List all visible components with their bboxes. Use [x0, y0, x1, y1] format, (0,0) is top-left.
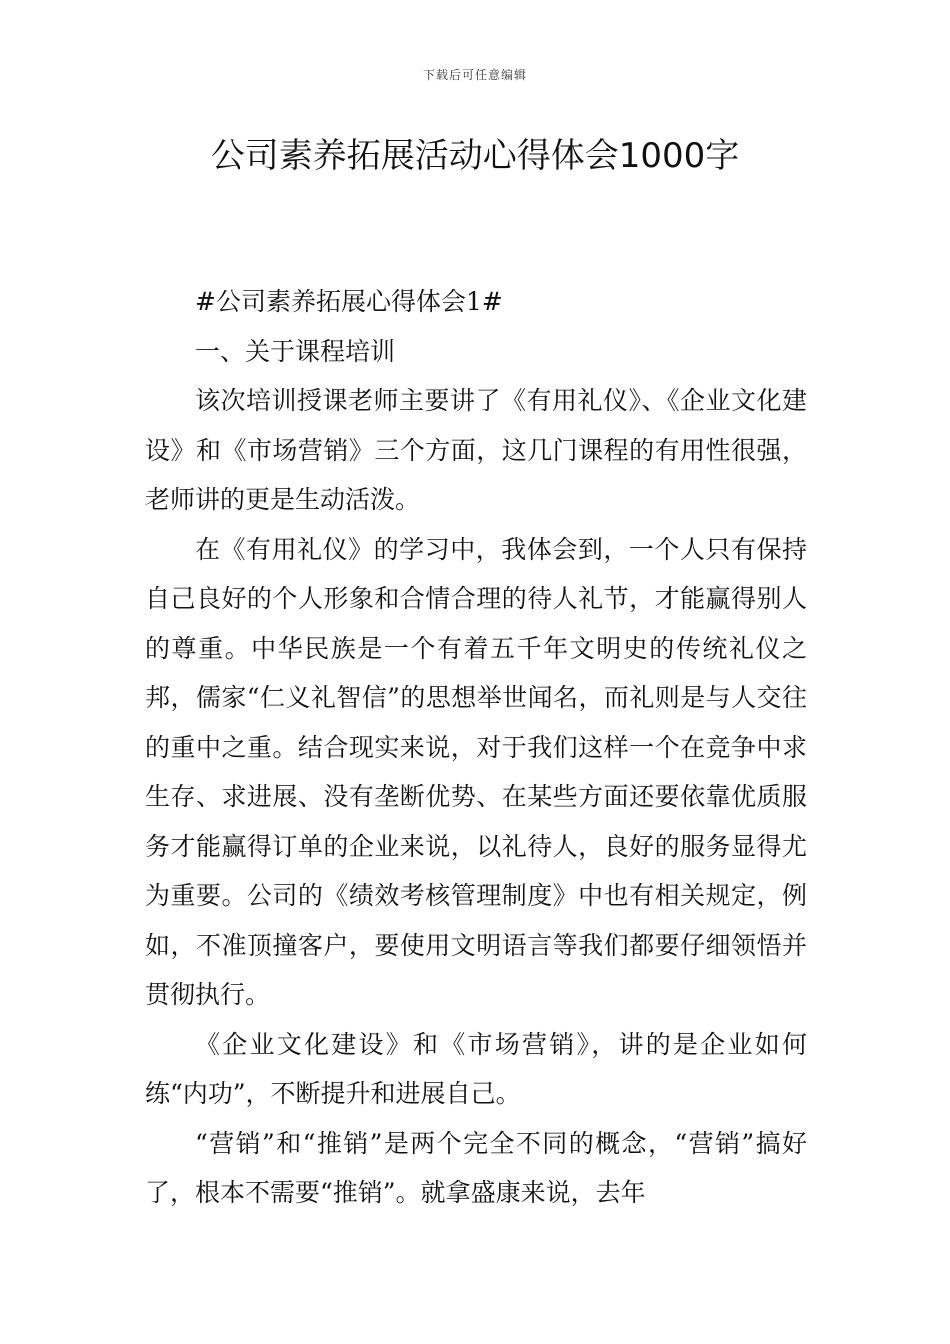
- section-heading: 一、关于课程培训: [195, 336, 396, 366]
- section-marker: #公司素养拓展心得体会1#: [195, 287, 503, 316]
- paragraph: 该次培训授课老师主要讲了《有用礼仪》、《企业文化建设》和《市场营销》三个方面，这几门课程的有用性很强，老师讲的更是生动活泼。: [145, 386, 807, 514]
- paragraph: 在《有用礼仪》的学习中，我体会到，一个人只有保持自己良好的个人形象和合情合理的待人礼节，才能赢得别人的尊重。中华民族是一个有着五千年文明史的传统礼仪之邦，儒家“仁义礼智信”的思想举世闻名，而礼则是与人交往的重中之重。结合现实来说，对于我们这样一个在竞争中求生存、求进展、没有垄断优势、在某些方面还要依靠优质服务才能赢得订单的企业来说，以礼待人，良好的服务显得尤为重要。公司的《绩效考核管理制度》中也有相关规定，例如，不准顶撞客户，要使用文明语言等我们都要仔细领悟并贯彻执行。: [145, 534, 807, 1009]
- paragraph: “营销”和“推销”是两个完全不同的概念，“营销”搞好了，根本不需要“推销”。就拿盛康来说，去年: [145, 1128, 807, 1207]
- document-title: 公司素养拓展活动心得体会1000字: [210, 136, 740, 176]
- document-body: [145, 277, 807, 1218]
- paragraph: 《企业文化建设》和《市场营销》，讲的是企业如何练“内功”，不断提升和进展自己。: [145, 1029, 807, 1108]
- header-note: 下载后可任意编辑: [422, 68, 527, 82]
